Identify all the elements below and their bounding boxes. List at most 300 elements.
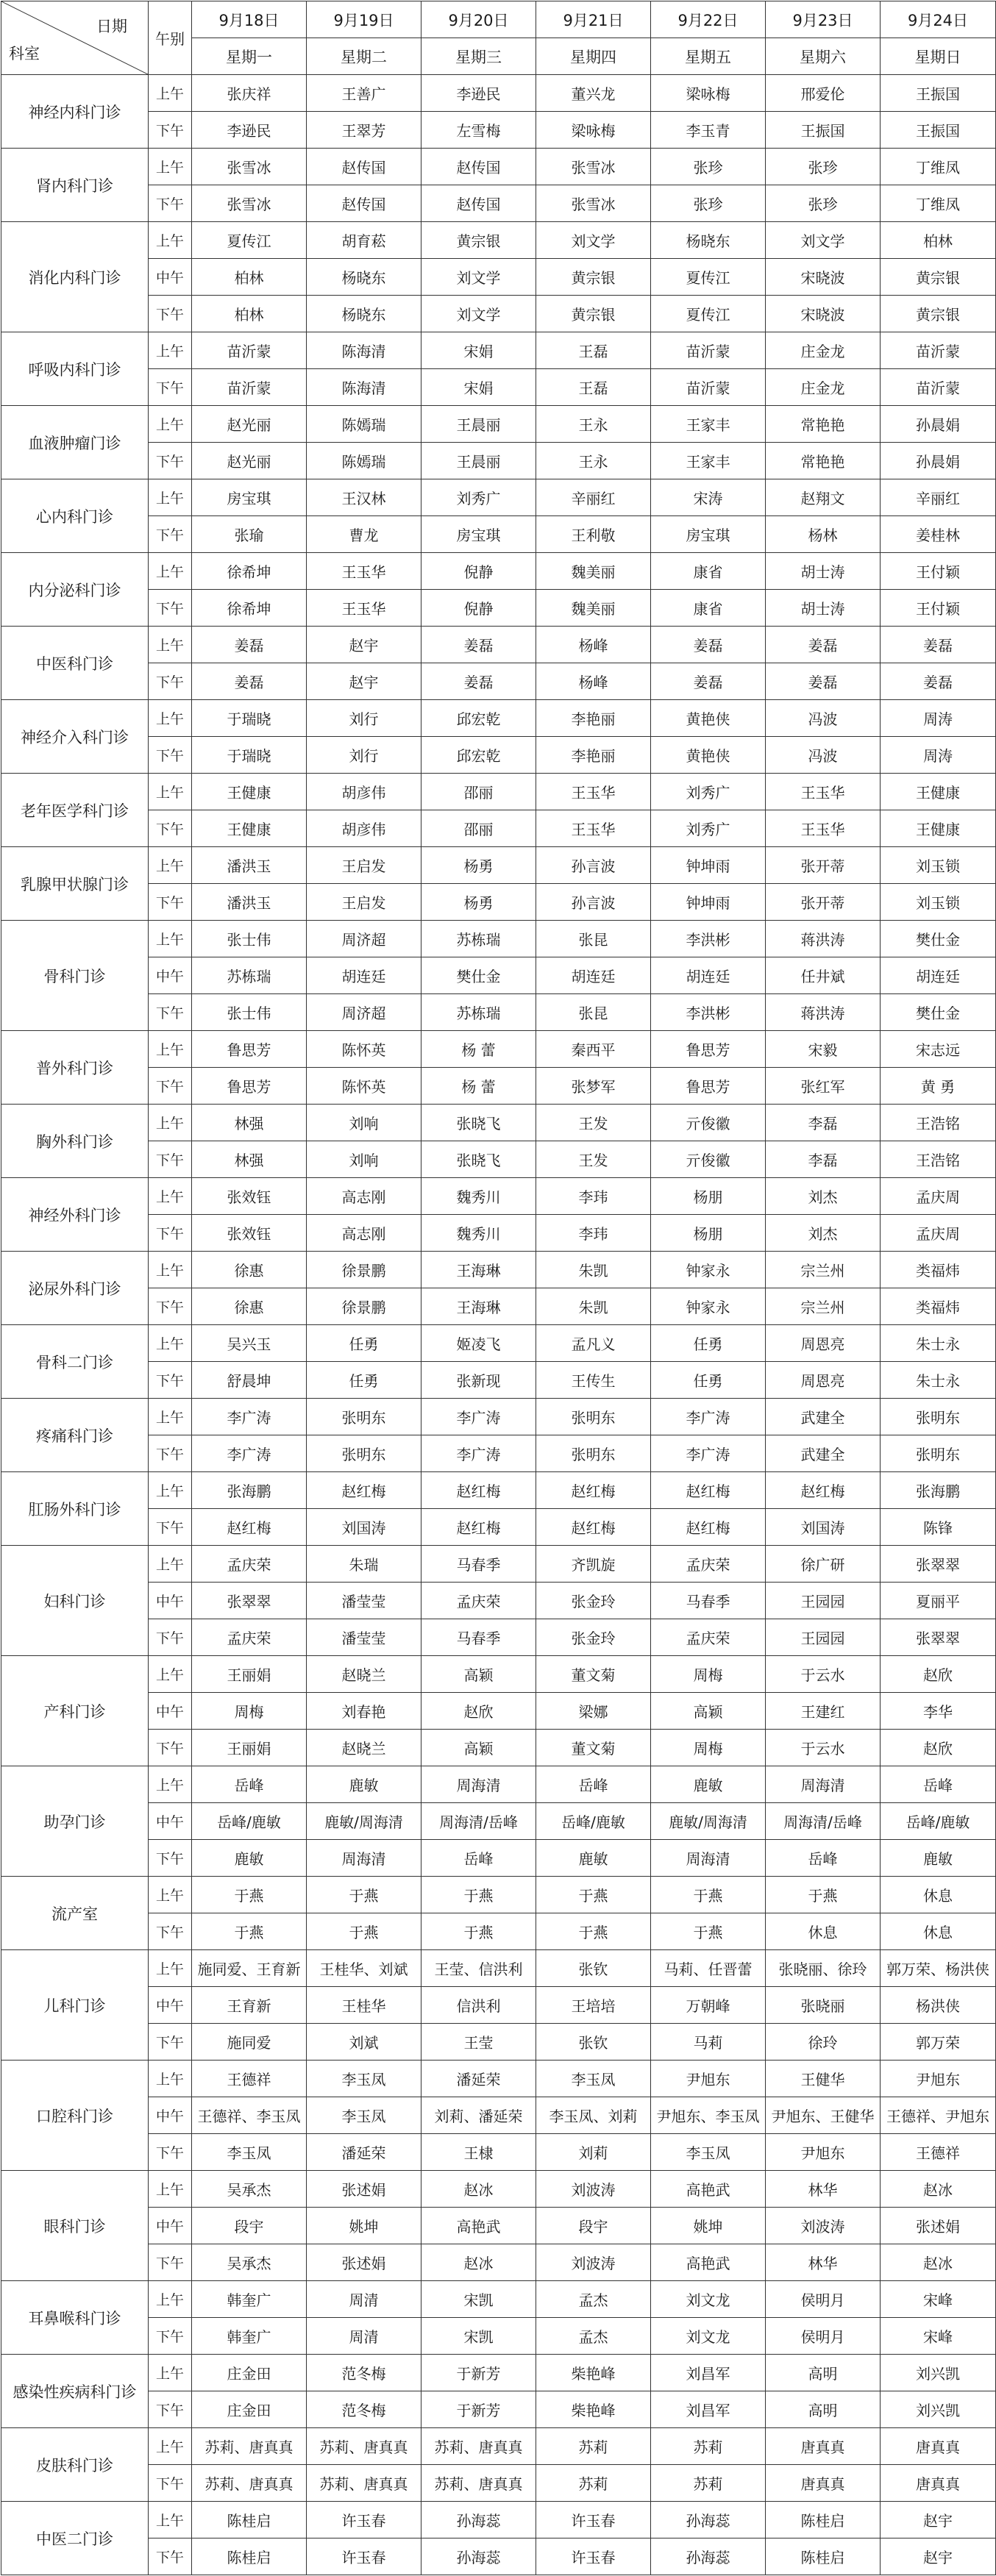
department-name: 疼痛科门诊 xyxy=(1,1399,149,1472)
doctor-cell: 辛丽红 xyxy=(881,479,996,516)
doctor-cell: 唐真真 xyxy=(881,2428,996,2465)
doctor-cell: 潘延荣 xyxy=(307,2134,421,2171)
doctor-cell: 李逊民 xyxy=(192,112,307,149)
doctor-cell: 张晓丽 xyxy=(766,1987,881,2024)
doctor-cell: 徐希坤 xyxy=(192,590,307,627)
department-name: 呼吸内科门诊 xyxy=(1,332,149,406)
doctor-cell: 刘波涛 xyxy=(536,2171,651,2208)
doctor-cell: 鹿敏/周海清 xyxy=(651,1803,766,1840)
doctor-cell: 周海清 xyxy=(421,1766,536,1803)
doctor-cell: 胡士涛 xyxy=(766,590,881,627)
doctor-cell: 冯波 xyxy=(766,737,881,774)
corner-dept-label: 科室 xyxy=(9,45,40,63)
department-name: 心内科门诊 xyxy=(1,479,149,553)
doctor-cell: 刘波涛 xyxy=(536,2244,651,2281)
department-name: 中医科门诊 xyxy=(1,627,149,700)
doctor-cell: 杨朋 xyxy=(651,1178,766,1215)
doctor-cell: 于燕 xyxy=(421,1913,536,1950)
schedule-row xyxy=(1,1141,996,1178)
doctor-cell: 岳峰 xyxy=(421,1840,536,1877)
doctor-cell: 刘杰 xyxy=(766,1215,881,1252)
doctor-cell: 赵红梅 xyxy=(766,1472,881,1509)
department-name: 妇科门诊 xyxy=(1,1546,149,1656)
doctor-cell: 亓俊徽 xyxy=(651,1105,766,1141)
period-cell: 上午 xyxy=(149,1950,192,1987)
schedule-row xyxy=(1,1031,996,1068)
period-cell: 上午 xyxy=(149,1877,192,1913)
doctor-cell: 黄艳侠 xyxy=(651,737,766,774)
doctor-cell: 张明东 xyxy=(881,1435,996,1472)
doctor-cell: 张珍 xyxy=(766,185,881,222)
doctor-cell: 李广涛 xyxy=(651,1435,766,1472)
schedule-header xyxy=(1,1,996,75)
date-header: 9月18日 xyxy=(192,1,307,38)
doctor-cell: 倪静 xyxy=(421,590,536,627)
doctor-cell: 孙海蕊 xyxy=(421,2502,536,2538)
doctor-cell: 休息 xyxy=(766,1913,881,1950)
doctor-cell: 张雪冰 xyxy=(536,149,651,185)
doctor-cell: 王莹、信洪利 xyxy=(421,1950,536,1987)
doctor-cell: 刘文龙 xyxy=(651,2318,766,2355)
doctor-cell: 王玉华 xyxy=(766,774,881,810)
period-cell: 上午 xyxy=(149,149,192,185)
doctor-cell: 宋娟 xyxy=(421,332,536,369)
doctor-cell: 周恩亮 xyxy=(766,1325,881,1362)
doctor-cell: 潘莹莹 xyxy=(307,1583,421,1619)
doctor-cell: 唐真真 xyxy=(766,2465,881,2502)
doctor-cell: 刘春艳 xyxy=(307,1693,421,1730)
doctor-cell: 魏美丽 xyxy=(536,553,651,590)
doctor-cell: 王传生 xyxy=(536,1362,651,1399)
schedule-row xyxy=(1,332,996,369)
doctor-cell: 赵红梅 xyxy=(307,1472,421,1509)
doctor-cell: 张新现 xyxy=(421,1362,536,1399)
doctor-cell: 王健康 xyxy=(192,774,307,810)
doctor-cell: 于燕 xyxy=(307,1913,421,1950)
department-name: 乳腺甲状腺门诊 xyxy=(1,847,149,921)
doctor-cell: 李广涛 xyxy=(192,1399,307,1435)
doctor-cell: 宋娟 xyxy=(421,369,536,406)
doctor-cell: 李华 xyxy=(881,1693,996,1730)
doctor-cell: 李玉凤 xyxy=(307,2097,421,2134)
doctor-cell: 杨峰 xyxy=(536,627,651,663)
doctor-cell: 张述娟 xyxy=(307,2171,421,2208)
period-cell: 上午 xyxy=(149,2281,192,2318)
doctor-cell: 刘文学 xyxy=(421,259,536,296)
doctor-cell: 李玉凤 xyxy=(651,2134,766,2171)
doctor-cell: 秦西平 xyxy=(536,1031,651,1068)
doctor-cell: 陈嫣瑞 xyxy=(307,406,421,443)
doctor-cell: 刘国涛 xyxy=(766,1509,881,1546)
doctor-cell: 姬凌飞 xyxy=(421,1325,536,1362)
doctor-cell: 鲁思芳 xyxy=(651,1068,766,1105)
doctor-cell: 孟庆荣 xyxy=(651,1546,766,1583)
period-cell: 上午 xyxy=(149,627,192,663)
doctor-cell: 苏莉、唐真真 xyxy=(192,2428,307,2465)
doctor-cell: 刘行 xyxy=(307,737,421,774)
doctor-cell: 马春季 xyxy=(421,1546,536,1583)
doctor-cell: 王发 xyxy=(536,1141,651,1178)
department-name: 耳鼻喉科门诊 xyxy=(1,2281,149,2355)
schedule-row xyxy=(1,222,996,259)
doctor-cell: 张雪冰 xyxy=(536,185,651,222)
doctor-cell: 钟家永 xyxy=(651,1288,766,1325)
doctor-cell: 郭万荣、杨洪侠 xyxy=(881,1950,996,1987)
doctor-cell: 施同爱、王育新 xyxy=(192,1950,307,1987)
doctor-cell: 孟庆荣 xyxy=(651,1619,766,1656)
schedule-row xyxy=(1,1913,996,1950)
doctor-cell: 朱凯 xyxy=(536,1252,651,1288)
doctor-cell: 张翠翠 xyxy=(192,1583,307,1619)
schedule-row xyxy=(1,1472,996,1509)
doctor-cell: 赵宇 xyxy=(881,2502,996,2538)
doctor-cell: 张晓飞 xyxy=(421,1105,536,1141)
doctor-cell: 李磊 xyxy=(766,1141,881,1178)
doctor-cell: 宋凯 xyxy=(421,2281,536,2318)
doctor-cell: 胡育菘 xyxy=(307,222,421,259)
department-name: 儿科门诊 xyxy=(1,1950,149,2061)
doctor-cell: 倪静 xyxy=(421,553,536,590)
doctor-cell: 王建红 xyxy=(766,1693,881,1730)
doctor-cell: 王桂华 xyxy=(307,1987,421,2024)
doctor-cell: 吴兴玉 xyxy=(192,1325,307,1362)
department-name: 骨科二门诊 xyxy=(1,1325,149,1399)
period-cell: 上午 xyxy=(149,2061,192,2097)
schedule-row xyxy=(1,2134,996,2171)
doctor-cell: 潘洪玉 xyxy=(192,847,307,884)
schedule-row xyxy=(1,1435,996,1472)
department-name: 神经介入科门诊 xyxy=(1,700,149,774)
doctor-cell: 任井斌 xyxy=(766,957,881,994)
doctor-cell: 陈桂启 xyxy=(192,2538,307,2575)
department-name: 内分泌科门诊 xyxy=(1,553,149,627)
doctor-cell: 于瑞晓 xyxy=(192,700,307,737)
department-name: 流产室 xyxy=(1,1877,149,1950)
schedule-row xyxy=(1,2171,996,2208)
doctor-cell: 鲁思芳 xyxy=(192,1068,307,1105)
doctor-cell: 张梦军 xyxy=(536,1068,651,1105)
schedule-row xyxy=(1,1803,996,1840)
doctor-cell: 周恩亮 xyxy=(766,1362,881,1399)
period-cell: 下午 xyxy=(149,369,192,406)
doctor-cell: 刘玉锁 xyxy=(881,847,996,884)
doctor-cell: 尹旭东、王健华 xyxy=(766,2097,881,2134)
doctor-cell: 张金玲 xyxy=(536,1583,651,1619)
doctor-cell: 樊仕金 xyxy=(881,921,996,957)
doctor-cell: 魏美丽 xyxy=(536,590,651,627)
schedule-row xyxy=(1,774,996,810)
department-name: 肾内科门诊 xyxy=(1,149,149,222)
doctor-cell: 梁咏梅 xyxy=(536,112,651,149)
period-cell: 上午 xyxy=(149,1766,192,1803)
doctor-cell: 于燕 xyxy=(192,1877,307,1913)
doctor-cell: 刘莉 xyxy=(536,2134,651,2171)
doctor-cell: 董兴龙 xyxy=(536,75,651,112)
doctor-cell: 胡连廷 xyxy=(651,957,766,994)
doctor-cell: 徐景鹏 xyxy=(307,1252,421,1288)
doctor-cell: 许玉春 xyxy=(307,2502,421,2538)
doctor-cell: 邵丽 xyxy=(421,810,536,847)
doctor-cell: 刘秀广 xyxy=(651,810,766,847)
doctor-cell: 于燕 xyxy=(421,1877,536,1913)
schedule-row xyxy=(1,296,996,332)
doctor-cell: 张钦 xyxy=(536,1950,651,1987)
doctor-cell: 姜桂林 xyxy=(881,516,996,553)
department-name: 神经外科门诊 xyxy=(1,1178,149,1252)
doctor-cell: 王浩铭 xyxy=(881,1141,996,1178)
doctor-cell: 苏莉、唐真真 xyxy=(421,2428,536,2465)
period-cell: 上午 xyxy=(149,1399,192,1435)
doctor-cell: 梁娜 xyxy=(536,1693,651,1730)
doctor-cell: 孙海蕊 xyxy=(651,2502,766,2538)
doctor-cell: 杨勇 xyxy=(421,847,536,884)
doctor-cell: 于燕 xyxy=(192,1913,307,1950)
doctor-cell: 李广涛 xyxy=(192,1435,307,1472)
doctor-cell: 李玉凤 xyxy=(192,2134,307,2171)
doctor-cell: 陈怀英 xyxy=(307,1031,421,1068)
schedule-row xyxy=(1,994,996,1031)
date-header: 9月19日 xyxy=(307,1,421,38)
period-cell: 下午 xyxy=(149,1068,192,1105)
doctor-cell: 周梅 xyxy=(192,1693,307,1730)
doctor-cell: 类福炜 xyxy=(881,1252,996,1288)
period-cell: 上午 xyxy=(149,479,192,516)
doctor-cell: 于燕 xyxy=(651,1913,766,1950)
doctor-cell: 张明东 xyxy=(307,1399,421,1435)
period-cell: 上午 xyxy=(149,1105,192,1141)
doctor-cell: 宋毅 xyxy=(766,1031,881,1068)
doctor-cell: 武建全 xyxy=(766,1399,881,1435)
doctor-cell: 张翠翠 xyxy=(881,1619,996,1656)
doctor-cell: 赵传国 xyxy=(421,149,536,185)
doctor-cell: 丁维凤 xyxy=(881,185,996,222)
doctor-cell: 王德祥、尹旭东 xyxy=(881,2097,996,2134)
doctor-cell: 王发 xyxy=(536,1105,651,1141)
doctor-cell: 杨晓东 xyxy=(651,222,766,259)
doctor-cell: 王磊 xyxy=(536,369,651,406)
doctor-cell: 齐凯旋 xyxy=(536,1546,651,1583)
doctor-cell: 苏栋瑞 xyxy=(421,994,536,1031)
doctor-cell: 李玮 xyxy=(536,1178,651,1215)
doctor-cell: 徐景鹏 xyxy=(307,1288,421,1325)
doctor-cell: 苗沂蒙 xyxy=(881,332,996,369)
doctor-cell: 王振国 xyxy=(881,112,996,149)
doctor-cell: 许玉春 xyxy=(536,2538,651,2575)
doctor-cell: 张效钰 xyxy=(192,1215,307,1252)
doctor-cell: 张士伟 xyxy=(192,994,307,1031)
doctor-cell: 潘洪玉 xyxy=(192,884,307,921)
department-name: 口腔科门诊 xyxy=(1,2061,149,2171)
doctor-cell: 杨晓东 xyxy=(307,259,421,296)
doctor-cell: 张开蒂 xyxy=(766,847,881,884)
department-name: 血液肿瘤门诊 xyxy=(1,406,149,479)
doctor-cell: 万朝峰 xyxy=(651,1987,766,2024)
doctor-cell: 李洪彬 xyxy=(651,994,766,1031)
doctor-cell: 丁维凤 xyxy=(881,149,996,185)
date-header: 9月22日 xyxy=(651,1,766,38)
doctor-cell: 于云水 xyxy=(766,1730,881,1766)
doctor-cell: 王玉华 xyxy=(536,810,651,847)
doctor-cell: 高艳武 xyxy=(421,2208,536,2244)
schedule-row xyxy=(1,2097,996,2134)
doctor-cell: 郭万荣 xyxy=(881,2024,996,2061)
doctor-cell: 胡连廷 xyxy=(307,957,421,994)
doctor-cell: 樊仕金 xyxy=(881,994,996,1031)
doctor-cell: 朱士永 xyxy=(881,1362,996,1399)
doctor-cell: 林强 xyxy=(192,1141,307,1178)
doctor-cell: 马莉、任晋蕾 xyxy=(651,1950,766,1987)
doctor-cell: 胡彦伟 xyxy=(307,810,421,847)
department-name: 老年医学科门诊 xyxy=(1,774,149,847)
doctor-cell: 信洪利 xyxy=(421,1987,536,2024)
doctor-cell: 潘延荣 xyxy=(421,2061,536,2097)
doctor-cell: 张珍 xyxy=(766,149,881,185)
period-cell: 下午 xyxy=(149,296,192,332)
doctor-cell: 张钦 xyxy=(536,2024,651,2061)
doctor-cell: 朱凯 xyxy=(536,1288,651,1325)
doctor-cell: 孟庆周 xyxy=(881,1215,996,1252)
doctor-cell: 赵晓兰 xyxy=(307,1656,421,1693)
period-cell: 中午 xyxy=(149,1693,192,1730)
doctor-cell: 冯波 xyxy=(766,700,881,737)
doctor-cell: 岳峰/鹿敏 xyxy=(536,1803,651,1840)
doctor-cell: 林华 xyxy=(766,2244,881,2281)
doctor-cell: 姜磊 xyxy=(651,627,766,663)
department-name: 骨科门诊 xyxy=(1,921,149,1031)
doctor-cell: 胡彦伟 xyxy=(307,774,421,810)
schedule-row xyxy=(1,1730,996,1766)
period-cell: 上午 xyxy=(149,700,192,737)
doctor-cell: 周济超 xyxy=(307,921,421,957)
period-cell: 上午 xyxy=(149,2502,192,2538)
doctor-cell: 赵冰 xyxy=(881,2171,996,2208)
doctor-cell: 房宝琪 xyxy=(192,479,307,516)
doctor-cell: 王培培 xyxy=(536,1987,651,2024)
schedule-row xyxy=(1,590,996,627)
period-cell: 上午 xyxy=(149,1656,192,1693)
doctor-cell: 王德祥 xyxy=(881,2134,996,2171)
doctor-cell: 柏林 xyxy=(881,222,996,259)
doctor-cell: 赵冰 xyxy=(881,2244,996,2281)
schedule-row xyxy=(1,1546,996,1583)
date-row xyxy=(1,1,996,38)
weekday-header: 星期五 xyxy=(651,38,766,75)
schedule-row xyxy=(1,1950,996,1987)
doctor-cell: 左雪梅 xyxy=(421,112,536,149)
doctor-cell: 王永 xyxy=(536,406,651,443)
doctor-cell: 马春季 xyxy=(651,1583,766,1619)
doctor-cell: 段宇 xyxy=(536,2208,651,2244)
doctor-cell: 高志刚 xyxy=(307,1178,421,1215)
doctor-cell: 王育新 xyxy=(192,1987,307,2024)
doctor-cell: 王启发 xyxy=(307,884,421,921)
doctor-cell: 周梅 xyxy=(651,1656,766,1693)
doctor-cell: 李玉凤、刘莉 xyxy=(536,2097,651,2134)
period-cell: 下午 xyxy=(149,443,192,479)
doctor-cell: 康省 xyxy=(651,553,766,590)
doctor-cell: 苏莉、唐真真 xyxy=(421,2465,536,2502)
doctor-cell: 杨 蕾 xyxy=(421,1031,536,1068)
doctor-cell: 刘行 xyxy=(307,700,421,737)
doctor-cell: 尹旭东、李玉凤 xyxy=(651,2097,766,2134)
doctor-cell: 张金玲 xyxy=(536,1619,651,1656)
doctor-cell: 刘兴凯 xyxy=(881,2355,996,2391)
doctor-cell: 朱瑞 xyxy=(307,1546,421,1583)
doctor-cell: 周海清 xyxy=(307,1840,421,1877)
doctor-cell: 于燕 xyxy=(307,1877,421,1913)
doctor-cell: 王善广 xyxy=(307,75,421,112)
doctor-cell: 陈桂启 xyxy=(192,2502,307,2538)
weekday-header: 星期四 xyxy=(536,38,651,75)
doctor-cell: 孙言波 xyxy=(536,847,651,884)
doctor-cell: 张雪冰 xyxy=(192,185,307,222)
doctor-cell: 赵红梅 xyxy=(421,1509,536,1546)
doctor-cell: 王桂华、刘斌 xyxy=(307,1950,421,1987)
doctor-cell: 唐真真 xyxy=(766,2428,881,2465)
doctor-cell: 胡士涛 xyxy=(766,553,881,590)
schedule-row xyxy=(1,1215,996,1252)
doctor-cell: 于新芳 xyxy=(421,2391,536,2428)
doctor-cell: 赵红梅 xyxy=(651,1472,766,1509)
period-cell: 下午 xyxy=(149,1141,192,1178)
period-cell: 下午 xyxy=(149,1435,192,1472)
period-cell: 下午 xyxy=(149,1619,192,1656)
doctor-cell: 宋凯 xyxy=(421,2318,536,2355)
doctor-cell: 徐惠 xyxy=(192,1288,307,1325)
period-cell: 下午 xyxy=(149,1288,192,1325)
doctor-cell: 赵宇 xyxy=(307,663,421,700)
doctor-cell: 宗兰州 xyxy=(766,1252,881,1288)
doctor-cell: 任勇 xyxy=(651,1325,766,1362)
doctor-cell: 王玉华 xyxy=(307,590,421,627)
period-cell: 中午 xyxy=(149,1803,192,1840)
doctor-cell: 庄金龙 xyxy=(766,332,881,369)
doctor-cell: 鹿敏 xyxy=(881,1840,996,1877)
doctor-cell: 夏丽平 xyxy=(881,1583,996,1619)
schedule-row xyxy=(1,1693,996,1730)
period-cell: 下午 xyxy=(149,1913,192,1950)
doctor-cell: 赵欣 xyxy=(421,1693,536,1730)
period-cell: 上午 xyxy=(149,222,192,259)
doctor-cell: 宋峰 xyxy=(881,2318,996,2355)
doctor-cell: 于燕 xyxy=(536,1913,651,1950)
period-cell: 上午 xyxy=(149,921,192,957)
doctor-cell: 苗沂蒙 xyxy=(651,332,766,369)
doctor-cell: 岳峰 xyxy=(192,1766,307,1803)
doctor-cell: 孙晨娟 xyxy=(881,406,996,443)
doctor-cell: 王德祥、李玉凤 xyxy=(192,2097,307,2134)
schedule-row xyxy=(1,2538,996,2575)
department-name: 消化内科门诊 xyxy=(1,222,149,332)
doctor-cell: 陈桂启 xyxy=(766,2502,881,2538)
doctor-cell: 于瑞晓 xyxy=(192,737,307,774)
schedule-row xyxy=(1,2318,996,2355)
doctor-cell: 胡连廷 xyxy=(881,957,996,994)
weekday-header: 星期日 xyxy=(881,38,996,75)
doctor-cell: 陈嫣瑞 xyxy=(307,443,421,479)
doctor-cell: 王付颖 xyxy=(881,553,996,590)
doctor-cell: 苏莉 xyxy=(651,2465,766,2502)
corner-date-label: 日期 xyxy=(96,18,127,35)
department-name: 感染性疾病科门诊 xyxy=(1,2355,149,2428)
doctor-cell: 张珍 xyxy=(651,185,766,222)
period-cell: 中午 xyxy=(149,1987,192,2024)
period-cell: 中午 xyxy=(149,2208,192,2244)
doctor-cell: 房宝琪 xyxy=(421,516,536,553)
doctor-cell: 姚坤 xyxy=(651,2208,766,2244)
doctor-cell: 刘响 xyxy=(307,1105,421,1141)
doctor-cell: 黄宗银 xyxy=(421,222,536,259)
